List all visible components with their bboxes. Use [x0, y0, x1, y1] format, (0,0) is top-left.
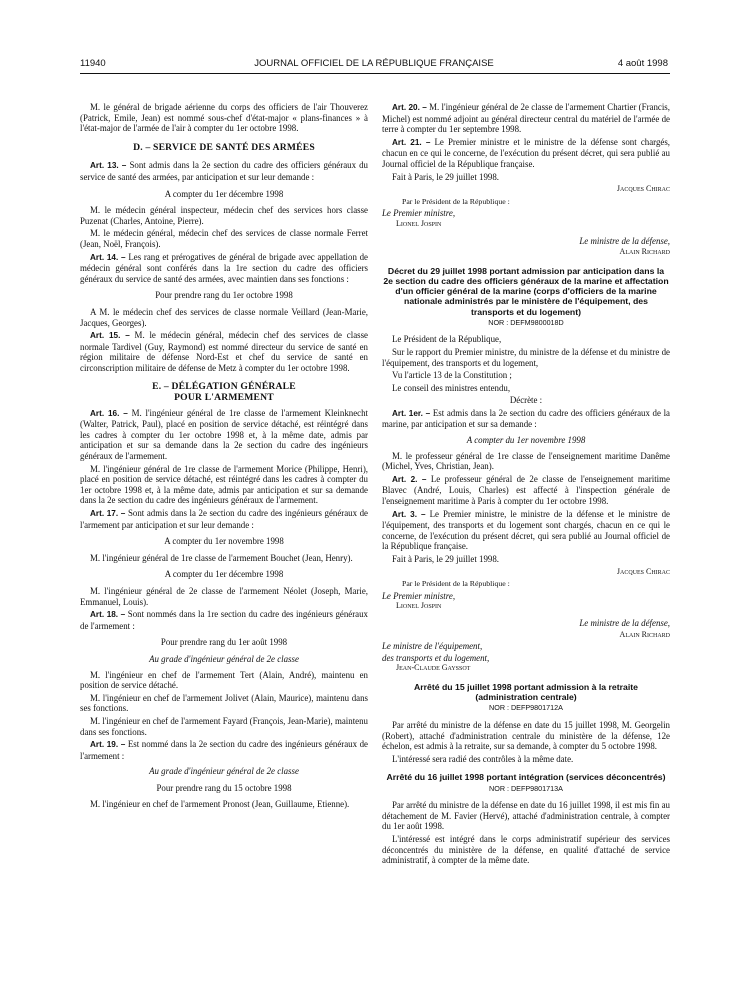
- arrete-title: Arrêté du 15 juillet 1998 portant admission à la retraite (administration centrale): [413, 681, 639, 703]
- signatory-name: Alain Richard: [619, 629, 670, 639]
- paragraph: M. l'ingénieur en chef de l'armement Jolivet (Alain, Maurice), maintenu dans ses fonctions.: [80, 692, 368, 714]
- article-text: Le professeur général de 2e classe de l'enseignement maritime Blavec (André, Louis, Charles) est affecté à l'inspection générale de l'enseignement maritime à Paris à compter du 1er octobre 1998.: [382, 473, 670, 507]
- article-text: Sont nommés dans la 1re section du cadre des ingénieurs généraux de l'armement :: [80, 609, 368, 631]
- article-label: Art. 3. –: [392, 509, 426, 519]
- page-header: [80, 58, 668, 74]
- paragraph: Le conseil des ministres entendu,: [392, 382, 511, 393]
- grade-line: Au grade d'ingénieur général de 2e classe: [149, 653, 299, 664]
- article-label: Art. 13. –: [90, 161, 127, 171]
- article-label: Art. 15. –: [90, 331, 130, 341]
- heading-line: POUR L'ARMEMENT: [174, 392, 274, 404]
- par-le-president: Par le Président de la République :: [402, 196, 510, 206]
- date-line: A compter du 1er décembre 1998: [164, 188, 284, 199]
- article-text: Le Premier ministre et le ministre de la défense sont chargés, chacun en ce qui le concerne, de l'exécution du présent décret, qui sera publié au Journal officiel de la République française.: [382, 136, 670, 169]
- article-label: Art. 16. –: [90, 408, 128, 418]
- article: [80, 160, 368, 182]
- paragraph: M. l'ingénieur en chef de l'armement Fayard (François, Jean-Marie), maintenu dans ses fonctions.: [80, 715, 368, 737]
- article: [80, 508, 368, 530]
- date-line: A compter du 1er novembre 1998: [164, 536, 284, 547]
- article-text: Est nommé dans la 2e section du cadre des ingénieurs généraux de l'armement :: [80, 739, 368, 761]
- article-label: Art. 19. –: [90, 740, 126, 750]
- article-text: M. le médecin général, médecin chef des services de classe normale Tardivel (Guy, Raymond) est nommé directeur du service de santé en région militaire de défense Nord-Est et chef du service de santé en circonscription militaire de défense de Metz à compter du 1er octobre 1998.: [80, 330, 368, 373]
- paragraph: Par arrêté du ministre de la défense en date du 15 juillet 1998, M. Georgelin (Robert), attaché d'administration centrale du ministère de la défense, 12e échelon, est admis à la retraite, sur sa demande, à compter du 5 octobre 1998.: [382, 719, 670, 752]
- heading-line: E. – DÉLÉGATION GÉNÉRALE: [152, 381, 296, 393]
- signatory-title: Le Premier ministre,: [382, 590, 456, 601]
- paragraph: M. l'ingénieur général de 2e classe de l'armement Néolet (Joseph, Marie, Emmanuel, Louis).: [80, 585, 368, 607]
- article-label: Art. 1er. –: [392, 408, 431, 418]
- paragraph: Par arrêté du ministre de la défense en date du 16 juillet 1998, il est mis fin au détachement de M. Favier (Hervé), attaché d'administration centrale, à compter du 1er août 1998.: [382, 800, 670, 832]
- article: [382, 137, 670, 170]
- paragraph: A M. le médecin chef des services de classe normale Veillard (Jean-Marie, Jacques, Georges).: [80, 306, 368, 328]
- signatory-name: Alain Richard: [619, 247, 670, 257]
- date-line: Pour prendre rang du 15 octobre 1998: [156, 782, 292, 793]
- article-label: Art. 21. –: [392, 137, 431, 147]
- article: [80, 739, 368, 761]
- article: [382, 509, 670, 552]
- paragraph: L'intéressé sera radié des contrôles à la même date.: [392, 753, 574, 764]
- article: [382, 408, 670, 430]
- right-column: [382, 102, 670, 868]
- article: [80, 330, 368, 373]
- paragraph: Vu l'article 13 de la Constitution ;: [392, 370, 512, 381]
- article: [382, 474, 670, 507]
- nor-reference: NOR : DEFP9801713A: [489, 783, 563, 793]
- par-le-president: Par le Président de la République :: [402, 579, 510, 589]
- left-column: [80, 102, 368, 812]
- place-date: Fait à Paris, le 29 juillet 1998.: [392, 554, 499, 565]
- article-text: Les rang et prérogatives de général de brigade avec appellation de médecin général sont conférés dans la 1re section du cadre des officiers généraux du service de santé des armées, avec maintien dans ses fonctions :: [80, 251, 368, 284]
- article-text: Est admis dans la 2e section du cadre des officiers généraux de la marine, par anticipation et sur sa demande :: [382, 407, 670, 430]
- signatory-name: Lionel Jospin: [396, 218, 442, 228]
- article-label: Art. 2. –: [392, 474, 427, 484]
- article-text: Sont admis dans la 2e section du cadre des ingénieurs généraux de l'armement par anticipation et sur leur demande :: [80, 508, 368, 530]
- section-heading: D. – SERVICE DE SANTÉ DES ARMÉES: [133, 141, 315, 153]
- paragraph: Sur le rapport du Premier ministre, du ministre de la défense et du ministre de l'équipement, des transports et du logement,: [382, 346, 670, 368]
- signatory-title: Le ministre de la défense,: [579, 235, 670, 246]
- nor-reference: NOR : DEFM9800018D: [488, 317, 564, 327]
- paragraph: L'intéressé est intégré dans le corps administratif supérieur des services déconcentrés du ministère de la défense, en qualité d'attaché de service administratif, à compter de la même date.: [382, 833, 670, 866]
- article: [382, 102, 670, 135]
- date-line: A compter du 1er novembre 1998: [466, 435, 586, 446]
- issue-date: 4 août 1998: [617, 58, 668, 69]
- date-line: Pour prendre rang du 1er août 1998: [160, 637, 288, 648]
- article: [80, 609, 368, 631]
- paragraph: M. le professeur général de 1re classe de l'enseignement maritime Danême (Michel, Yves, Christian, Jean).: [382, 450, 670, 472]
- signatory-name: Jean-Claude Gayssot: [396, 663, 471, 673]
- signature-president: Jacques Chirac: [616, 566, 670, 576]
- grade-line: Au grade d'ingénieur général de 2e classe: [149, 766, 299, 777]
- article: [80, 252, 368, 285]
- article-text: Le Premier ministre, le ministre de la défense et le ministre de l'équipement, des transports et du logement sont chargés, chacun en ce qui le concerne, de l'exécution du présent décret, qui sera publié au Journal officiel de la République française.: [382, 508, 670, 552]
- article: [80, 408, 368, 462]
- paragraph: M. le médecin général inspecteur, médecin chef des services hors classe Puzenat (Charles, Antoine, Pierre).: [80, 205, 368, 226]
- signature-president: Jacques Chirac: [616, 184, 670, 194]
- paragraph: M. l'ingénieur général de 1re classe de l'armement Morice (Philippe, Henri), placé en position de service détaché, est réintégré dans les cadres à compter du 1er octobre 1998 et, à la même date, admis par anticipation et sur sa demande dans la 2e section du cadre des ingénieurs généraux de l'armement.: [80, 463, 368, 506]
- article-text: Sont admis dans la 2e section du cadre des officiers généraux du service de santé des armées, par anticipation et sur leur demande :: [80, 160, 368, 182]
- header-rule: [80, 73, 670, 74]
- signatory-title: Le ministre de l'équipement,: [382, 641, 483, 652]
- article-label: Art. 17. –: [90, 509, 126, 518]
- paragraph: M. l'ingénieur en chef de l'armement Pronost (Jean, Guillaume, Etienne).: [90, 799, 350, 810]
- section-heading: [80, 382, 368, 403]
- journal-title: JOURNAL OFFICIEL DE LA RÉPUBLIQUE FRANÇAISE: [254, 58, 494, 69]
- article-label: Art. 18. –: [90, 610, 126, 620]
- decree-title: Décret du 29 juillet 1998 portant admission par anticipation dans la 2e section du cadre des officiers généraux de la marine et affectation d'un officier général de la marine (corps d'officiers de la marine nationale administrés par le ministère de l'équipement, des transports et du logement): [383, 265, 669, 317]
- arrete-title: Arrêté du 16 juillet 1998 portant intégration (services déconcentrés): [386, 772, 666, 783]
- signatory-title: Le ministre de la défense,: [579, 617, 670, 628]
- nor-reference: NOR : DEFP9801712A: [489, 703, 563, 713]
- signatory-name: Lionel Jospin: [396, 601, 442, 611]
- article-label: Art. 20. –: [392, 103, 427, 112]
- date-line: A compter du 1er décembre 1998: [164, 569, 284, 580]
- signatory-title: des transports et du logement,: [382, 652, 490, 663]
- date-line: Pour prendre rang du 1er octobre 1998: [155, 290, 293, 301]
- article-label: Art. 14. –: [90, 252, 126, 262]
- article-text: M. l'ingénieur général de 1re classe de l'armement Kleinknecht (Walter, Patrick, Paul), placé en position de service détaché, est réintégré dans les cadres à compter du 1er octobre 1998 et, à la même date, admis par anticipation et sur sa demande dans la 2e section du cadre des ingénieurs généraux de l'armement.: [80, 407, 368, 462]
- paragraph: M. l'ingénieur en chef de l'armement Tert (Alain, André), maintenu en position de service détaché.: [80, 669, 368, 691]
- page-number: 11940: [80, 58, 106, 69]
- place-date: Fait à Paris, le 29 juillet 1998.: [392, 171, 499, 182]
- paragraph: M. le médecin général, médecin chef des services de classe normale Ferret (Jean, Noël, François).: [80, 228, 368, 249]
- signatory-title: Le Premier ministre,: [382, 208, 456, 219]
- paragraph: M. l'ingénieur général de 1re classe de l'armement Bouchet (Jean, Henry).: [90, 552, 353, 563]
- article-text: M. l'ingénieur général de 2e classe de l'armement Chartier (Francis, Michel) est nommé adjoint au général directeur central du matériel de l'armée de terre à compter du 1er septembre 1998.: [382, 102, 670, 135]
- decrete-line: Décrète :: [509, 395, 543, 406]
- paragraph: M. le général de brigade aérienne du corps des officiers de l'air Thouverez (Patrick, Emile, Jean) est nommé sous-chef d'état-major « plans-finances » à l'état-major de l'armée de l'air à compter du 1er octobre 1998.: [80, 102, 368, 134]
- paragraph: Le Président de la République,: [392, 334, 502, 345]
